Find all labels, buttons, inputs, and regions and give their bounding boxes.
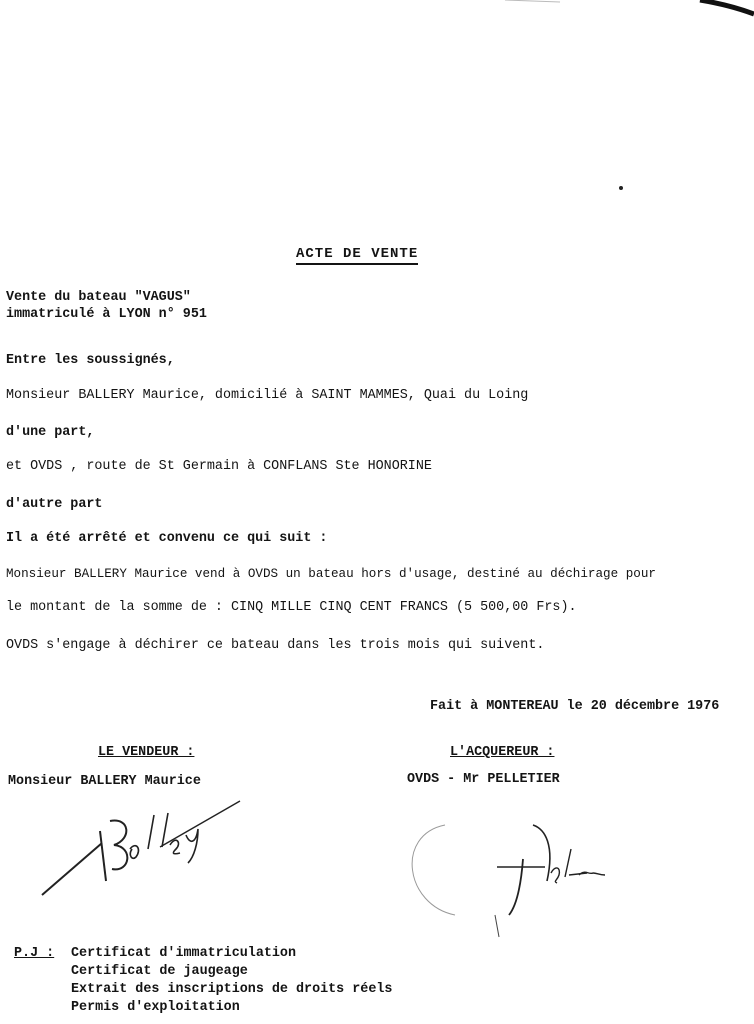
attachment-item: Permis d'exploitation — [71, 1000, 240, 1015]
seller-line: Monsieur BALLERY Maurice, domicilié à SAINT MAMMES, Quai du Loing — [6, 388, 529, 403]
buyer-signature — [405, 815, 645, 945]
buyer-line: et OVDS , route de St Germain à CONFLANS Ste HONORINE — [6, 459, 432, 474]
seller-part: d'une part, — [6, 425, 95, 440]
attachment-item: Certificat d'immatriculation — [71, 946, 296, 961]
attachment-item: Certificat de jaugeage — [71, 964, 248, 979]
place-date: Fait à MONTEREAU le 20 décembre 1976 — [430, 699, 720, 714]
parties-intro: Entre les soussignés, — [6, 353, 175, 368]
boat-registration-line: immatriculé à LYON n° 951 — [6, 307, 207, 322]
agreement-intro: Il a été arrêté et convenu ce qui suit : — [6, 531, 328, 546]
sale-clause-line-2: le montant de la somme de : CINQ MILLE CINQ CENT FRANCS (5 500,00 Frs). — [6, 600, 577, 615]
scan-dot — [619, 186, 623, 190]
seller-heading: LE VENDEUR : — [98, 745, 195, 760]
boat-name-line: Vente du bateau "VAGUS" — [6, 290, 191, 305]
scan-artifact — [0, 0, 754, 30]
sale-clause-line-1: Monsieur BALLERY Maurice vend à OVDS un bateau hors d'usage, destiné au déchirage pour — [6, 567, 656, 581]
attachment-item: Extrait des inscriptions de droits réels — [71, 982, 393, 997]
buyer-name: OVDS - Mr PELLETIER — [407, 772, 560, 787]
document-title: ACTE DE VENTE — [296, 246, 418, 265]
buyer-part: d'autre part — [6, 497, 103, 512]
seller-signature — [30, 795, 270, 905]
seller-name: Monsieur BALLERY Maurice — [8, 774, 201, 789]
buyer-heading: L'ACQUEREUR : — [450, 745, 555, 760]
dismantling-clause: OVDS s'engage à déchirer ce bateau dans les trois mois qui suivent. — [6, 638, 545, 653]
attachments-label: P.J : — [14, 946, 55, 961]
